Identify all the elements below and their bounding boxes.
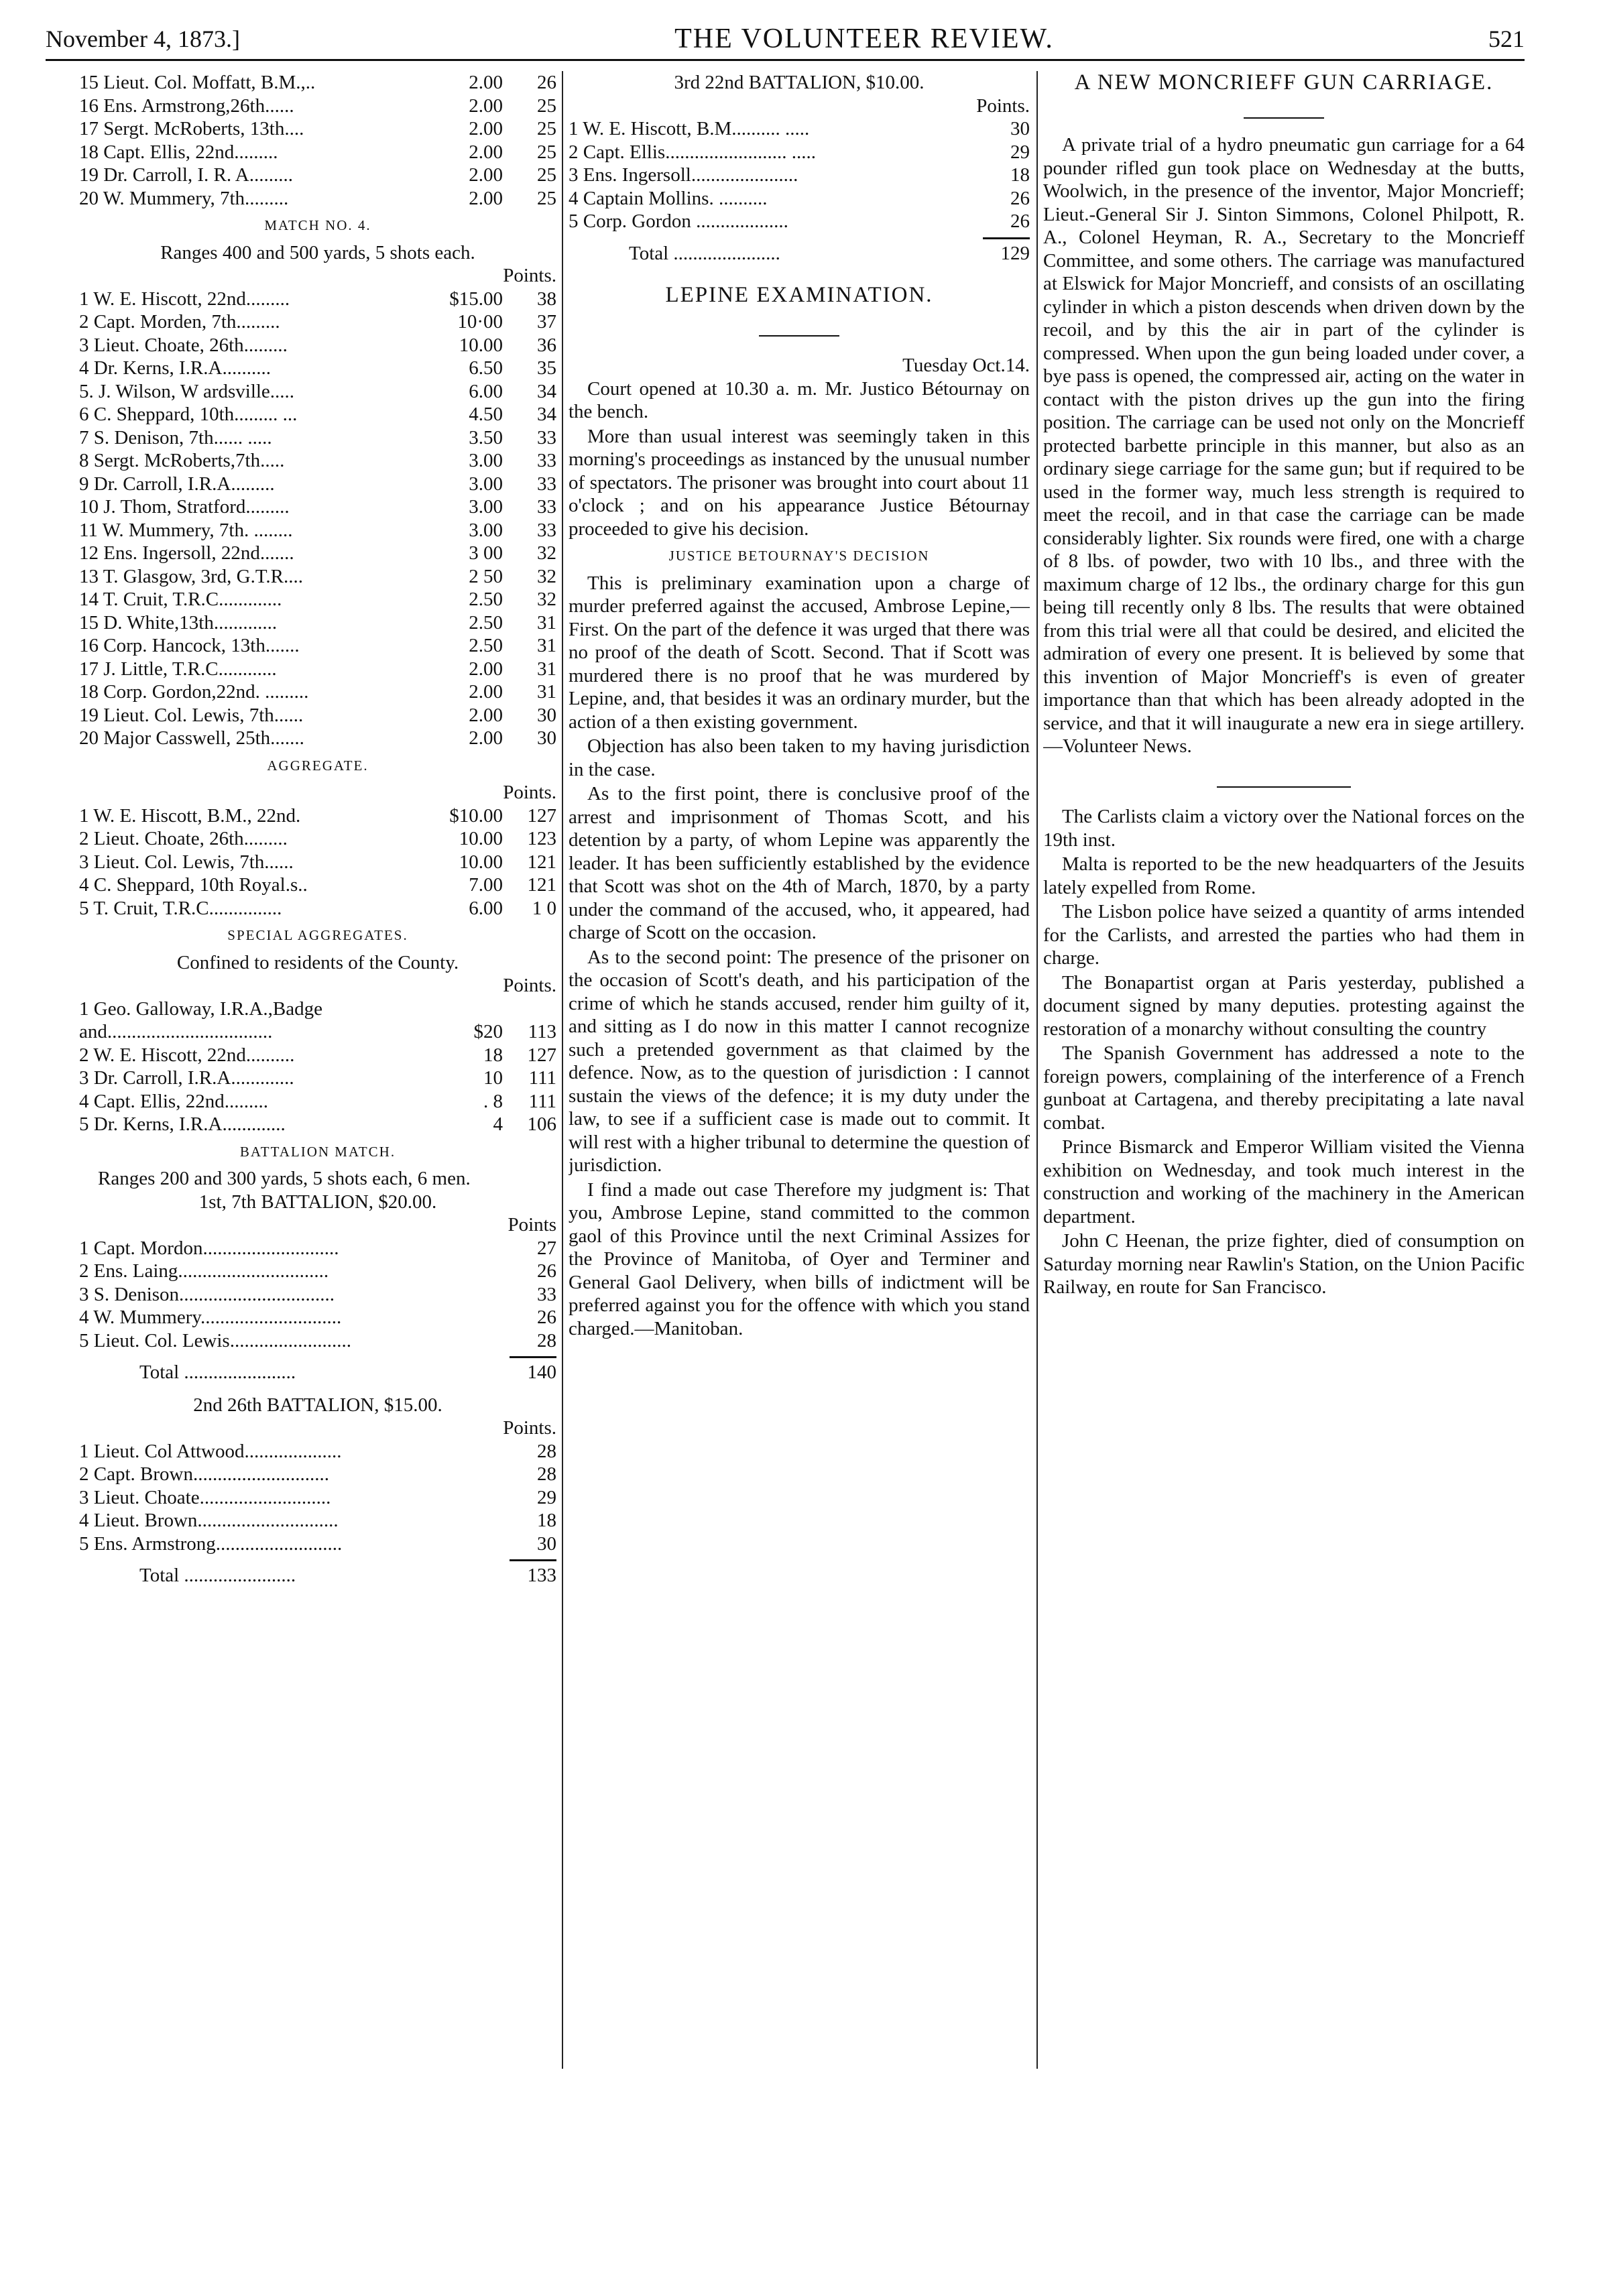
result-row bbox=[79, 117, 556, 141]
column-1 bbox=[79, 71, 556, 2082]
battalion-1-points-label: Points bbox=[508, 1214, 556, 1235]
competitor-name: 15 D. White,13th............. bbox=[79, 611, 278, 633]
result-row bbox=[79, 495, 556, 519]
points-value: 30 bbox=[537, 704, 556, 726]
points-value: 33 bbox=[537, 473, 556, 495]
competitor-name: 16 Ens. Armstrong,26th...... bbox=[79, 95, 294, 117]
points-value: 111 bbox=[528, 1067, 556, 1089]
prize-amount: 2.00 bbox=[469, 187, 503, 209]
article-body bbox=[569, 377, 1030, 541]
result-row bbox=[569, 164, 1030, 187]
competitor-name: 13 T. Glasgow, 3rd, G.T.R.... bbox=[79, 565, 304, 587]
match4-points-label: Points. bbox=[503, 265, 556, 286]
prize-amount: 3.00 bbox=[469, 496, 503, 518]
aggregate-points-label: Points. bbox=[503, 782, 556, 803]
competitor-name: 14 T. Cruit, T.R.C............. bbox=[79, 589, 282, 610]
points-value: 35 bbox=[537, 357, 556, 379]
points-value: 33 bbox=[537, 496, 556, 518]
paragraph: A private trial of a hydro pneumatic gun carriage for a 64 pounder rifled gun took place on Wednesday at the butts, Woolwich, in the presence of the inventor, Major Moncrieff; Lieut.-General Sir J. Sinton Simmons, Colonel Philpott, R. A., Colonel Heyman, R. A., Secretary to the Moncrieff Committee, and some others. The carriage was manufactured at Elswick for Major Moncrieff, and consists of an oscillating cylinder in which a piston descends when driven down by the recoil, and by this the air in part of the cylinder is compressed. When upon the gun being loaded under cover, a bye pass is opened, the compressed air, acting on the water in contact with the piston drives up the gun into the firing position. The carriage can be used not only on the Moncrieff protected barbette principle in this manner, but also as an ordinary siege carriage for the same gun; but if required to be used in the former way, much less strength is required to meet the recoil, and in that case the carriage can be made considerably lighter. Six rounds were fired, one with a charge of 8 lbs. of powder, two with 10 lbs., and three with the maximum charge of 12 lbs., the ordinary charge for this gun being till recently only 8 lbs. The results that were obtained from this trial were all that could be desired, and elicited the admiration of every one present. It is believed by some that this invention of Major Moncrieff's is even of greater importance than that which has been already adopted in the service, and that it will inaugurate a new era in siege artillery.—Volunteer News. bbox=[1043, 134, 1525, 757]
prize-amount: 10·00 bbox=[457, 311, 503, 333]
points-value: 26 bbox=[1010, 187, 1030, 209]
total-rule bbox=[510, 1559, 556, 1561]
competitor-name: 18 Capt. Ellis, 22nd......... bbox=[79, 141, 278, 163]
result-row bbox=[79, 542, 556, 565]
competitor-name: 7 S. Denison, 7th...... ..... bbox=[79, 426, 272, 448]
competitor-name: and.................................. bbox=[79, 1021, 273, 1042]
prize-amount: $10.00 bbox=[449, 804, 503, 827]
battalion-match-heading: BATTALION MATCH. bbox=[239, 1143, 396, 1160]
aggregate-results bbox=[79, 804, 556, 920]
result-row bbox=[79, 288, 556, 311]
article-body bbox=[1043, 133, 1525, 758]
competitor-name: 20 Major Casswell, 25th....... bbox=[79, 727, 304, 749]
header-date: November 4, 1873.] bbox=[46, 25, 240, 52]
competitor-name: 9 Dr. Carroll, I.R.A......... bbox=[79, 473, 275, 495]
competitor-name: 4 Lieut. Brown............................. bbox=[79, 1510, 339, 1531]
competitor-name: 10 J. Thom, Stratford......... bbox=[79, 496, 290, 518]
battalion-2-points-label: Points. bbox=[503, 1417, 556, 1439]
prize-amount: 2.00 bbox=[469, 727, 503, 749]
competitor-name: 2 Capt. Morden, 7th......... bbox=[79, 311, 280, 333]
result-row bbox=[79, 141, 556, 164]
competitor-name: 2 W. E. Hiscott, 22nd.......... bbox=[79, 1044, 295, 1066]
result-row bbox=[79, 1283, 556, 1307]
competitor-name: 2 Ens. Laing............................... bbox=[79, 1260, 329, 1282]
paragraph: This is preliminary examination upon a charge of murder preferred against the accused, Ambrose Lepine,—First. On the part of the defence it was urged that there was no proof of the death of Scott. Second. That if Scott was murdered there is no proof that he was murdered by Lepine, and, that besides it was an ordinary murder, but the action of a then existing government. bbox=[569, 572, 1030, 733]
competitor-name: 1 Geo. Galloway, I.R.A.,Badge bbox=[79, 998, 322, 1020]
competitor-name: 3 Lieut. Col. Lewis, 7th...... bbox=[79, 851, 294, 873]
result-row bbox=[79, 519, 556, 542]
paragraph: Malta is reported to be the new headquarters of the Jesuits lately expelled from Rome. bbox=[1043, 853, 1525, 898]
prize-amount: 2.00 bbox=[469, 118, 503, 139]
competitor-name: 5 Lieut. Col. Lewis......................... bbox=[79, 1329, 351, 1351]
prize-amount: $15.00 bbox=[449, 288, 503, 310]
prize-amount: 2.00 bbox=[469, 164, 503, 186]
points-value: 34 bbox=[537, 404, 556, 425]
result-row bbox=[79, 998, 556, 1021]
points-value: 33 bbox=[537, 450, 556, 471]
prize-amount: 2.00 bbox=[469, 72, 503, 93]
article-dateline: Tuesday Oct.14. bbox=[902, 355, 1030, 376]
competitor-name: 8 Sergt. McRoberts,7th..... bbox=[79, 450, 285, 471]
points-value: 121 bbox=[527, 851, 556, 873]
points-value: 28 bbox=[537, 1329, 556, 1351]
competitor-name: 2 Capt. Brown............................ bbox=[79, 1463, 329, 1485]
result-row bbox=[79, 449, 556, 473]
prize-amount: 10.00 bbox=[459, 851, 503, 873]
competitor-name: 4 W. Mummery............................. bbox=[79, 1307, 342, 1328]
competitor-name: 4 Captain Mollins. .......... bbox=[569, 187, 768, 209]
news-briefs bbox=[1043, 805, 1525, 1299]
prize-amount: 3 00 bbox=[469, 542, 503, 564]
paragraph: As to the first point, there is conclusive proof of the arrest and imprisonment of Thomas Scott, and his detention by a party, of whom Lepine was apparently the leader. It has been sufficiently established by the evidence that Scott was shot on the 4th of March, 1870, by a party under the command of the accused, who, it appeared, had charge of Scott on the occasion. bbox=[569, 783, 1030, 943]
special-confined: Confined to residents of the County. bbox=[176, 951, 459, 973]
prize-amount: 10.00 bbox=[459, 828, 503, 849]
points-value: 32 bbox=[537, 565, 556, 587]
battalion-3-points-label: Points. bbox=[976, 95, 1030, 117]
points-value: 37 bbox=[537, 311, 556, 333]
battalion-3-results bbox=[569, 117, 1030, 233]
result-row bbox=[79, 565, 556, 589]
paragraph: As to the second point: The presence of the prisoner on the occasion of Scott's death, and his participation of the crime of which he stands accused, render him guilty of it, and sitting as I do now in this matter I cannot recognize such a pretended government as that claimed by the defence. Now, as to the question of jurisdiction : I cannot sustain the views of the defence; it is my duty under the law, to see if a sufficient case is made out to commit. It will rest with a higher tribunal to determine the question of jurisdiction. bbox=[569, 946, 1030, 1176]
competitor-name: 5 Corp. Gordon ................... bbox=[569, 210, 788, 232]
prize-amount: 3.00 bbox=[469, 450, 503, 471]
heading-rule bbox=[569, 319, 1030, 343]
points-value: 18 bbox=[537, 1510, 556, 1531]
result-row bbox=[79, 334, 556, 357]
result-row bbox=[79, 658, 556, 681]
points-value: 127 bbox=[527, 1044, 556, 1066]
total-rule bbox=[510, 1356, 556, 1358]
result-row bbox=[79, 804, 556, 828]
points-value: 26 bbox=[537, 1260, 556, 1282]
points-value: 111 bbox=[528, 1090, 556, 1112]
match4-heading: MATCH NO. 4. bbox=[264, 217, 371, 233]
competitor-name: 17 Sergt. McRoberts, 13th.... bbox=[79, 118, 304, 139]
competitor-name: 3 Lieut. Choate........................... bbox=[79, 1486, 331, 1508]
paragraph: More than usual interest was seemingly taken in this morning's proceedings as instanced by the unusual number of spectators. The prisoner was brought into court about 11 o'clock ; and on his appearance Justice Bétournay proceeded to give his decision. bbox=[569, 425, 1030, 540]
prize-amount: 4.50 bbox=[469, 404, 503, 425]
points-value: 121 bbox=[527, 874, 556, 896]
paragraph: The Carlists claim a victory over the National forces on the 19th inst. bbox=[1043, 806, 1525, 851]
column-3 bbox=[1043, 71, 1525, 2082]
competitor-name: 4 Capt. Ellis, 22nd......... bbox=[79, 1090, 268, 1112]
result-row bbox=[569, 117, 1030, 141]
points-value: 32 bbox=[537, 542, 556, 564]
result-row bbox=[79, 827, 556, 851]
points-value: 31 bbox=[537, 681, 556, 703]
points-value: 31 bbox=[537, 611, 556, 633]
result-row bbox=[79, 1486, 556, 1510]
paragraph: The Spanish Government has addressed a note to the foreign powers, complaining of the interference of a French gunboat at Cartagena, and thereby precipitating a late naval combat. bbox=[1043, 1042, 1525, 1134]
paragraph: Court opened at 10.30 a. m. Mr. Justico Bétournay on the bench. bbox=[569, 377, 1030, 422]
ornamental-rule bbox=[1043, 770, 1525, 794]
result-row bbox=[79, 851, 556, 874]
prize-amount: 7.00 bbox=[469, 874, 503, 896]
prize-amount: 18 bbox=[483, 1044, 503, 1066]
points-value: 25 bbox=[537, 141, 556, 163]
result-row bbox=[79, 164, 556, 187]
article-body-decision bbox=[569, 572, 1030, 1341]
points-value: 32 bbox=[537, 589, 556, 610]
competitor-name: 19 Dr. Carroll, I. R. A......... bbox=[79, 164, 293, 186]
competitor-name: 2 Lieut. Choate, 26th......... bbox=[79, 828, 288, 849]
points-value: 31 bbox=[537, 635, 556, 656]
points-value: 27 bbox=[537, 1237, 556, 1259]
points-value: 33 bbox=[537, 426, 556, 448]
prize-amount: 2.50 bbox=[469, 611, 503, 633]
points-value: 127 bbox=[527, 804, 556, 827]
special-heading: SPECIAL AGGREGATES. bbox=[227, 927, 408, 943]
prize-amount: 2.00 bbox=[469, 658, 503, 680]
competitor-name: 16 Corp. Hancock, 13th....... bbox=[79, 635, 300, 656]
result-row bbox=[569, 141, 1030, 164]
points-value: 33 bbox=[537, 519, 556, 541]
points-value: 25 bbox=[537, 118, 556, 139]
column-rule bbox=[1036, 71, 1038, 2069]
result-row bbox=[569, 187, 1030, 210]
result-row bbox=[79, 897, 556, 920]
competitor-name: 17 J. Little, T.R.C............ bbox=[79, 658, 277, 680]
competitor-name: 5 Ens. Armstrong.......................... bbox=[79, 1532, 343, 1555]
points-value: 25 bbox=[537, 187, 556, 209]
competitor-name: 1 Capt. Mordon............................ bbox=[79, 1237, 339, 1259]
prize-amount: 2.00 bbox=[469, 141, 503, 163]
competitor-name: 4 C. Sheppard, 10th Royal.s.. bbox=[79, 874, 308, 896]
paragraph: Prince Bismarck and Emperor William visited the Vienna exhibition on Wednesday, and took much interest in the construction and working of the machinery in the American department. bbox=[1043, 1136, 1525, 1227]
competitor-name: 19 Lieut. Col. Lewis, 7th...... bbox=[79, 704, 304, 726]
paragraph: The Lisbon police have seized a quantity of arms intended for the Carlists, and arrested the parties who had them in charge. bbox=[1043, 901, 1525, 969]
result-row bbox=[79, 1020, 556, 1044]
result-row bbox=[79, 704, 556, 727]
battalion-2-results bbox=[79, 1440, 556, 1556]
battalion-1-heading: 1st, 7th BATTALION, $20.00. bbox=[198, 1191, 437, 1213]
prize-amount: 2.50 bbox=[469, 589, 503, 610]
result-row bbox=[79, 357, 556, 380]
result-row bbox=[79, 380, 556, 404]
points-value: 28 bbox=[537, 1463, 556, 1485]
paragraph: The Bonapartist organ at Paris yesterday, published a document signed by many deputies. protesting against the restoration of a monarchy without consulting the country bbox=[1043, 971, 1525, 1040]
competitor-name: 1 W. E. Hiscott, B.M., 22nd. bbox=[79, 804, 301, 827]
competitor-name: 20 W. Mummery, 7th......... bbox=[79, 187, 289, 209]
battalion-1-total: Total ....................... 140 bbox=[139, 1362, 556, 1383]
result-row bbox=[79, 1260, 556, 1283]
heading-rule bbox=[1043, 101, 1525, 125]
result-row bbox=[79, 1067, 556, 1090]
points-value: 106 bbox=[527, 1113, 556, 1135]
prize-amount: 4 bbox=[493, 1113, 503, 1135]
prize-amount: 3.50 bbox=[469, 426, 503, 448]
points-value: 33 bbox=[537, 1283, 556, 1305]
result-row bbox=[79, 611, 556, 635]
result-row bbox=[79, 95, 556, 118]
header-page-number: 521 bbox=[1488, 25, 1525, 52]
competitor-name: 3 Lieut. Choate, 26th......... bbox=[79, 334, 288, 356]
result-row bbox=[79, 1463, 556, 1486]
result-row bbox=[79, 473, 556, 496]
result-row bbox=[79, 426, 556, 450]
points-value: 26 bbox=[537, 72, 556, 93]
points-value: 29 bbox=[1010, 141, 1030, 163]
competitor-name: 3 S. Denison................................ bbox=[79, 1283, 335, 1305]
prize-amount: 3.00 bbox=[469, 473, 503, 495]
total-rule bbox=[983, 237, 1030, 239]
column-2 bbox=[569, 71, 1030, 2082]
competitor-name: 5. J. Wilson, W ardsville..... bbox=[79, 380, 295, 402]
prize-amount: 2.00 bbox=[469, 704, 503, 726]
points-value: 30 bbox=[537, 1532, 556, 1555]
prize-amount: 2.00 bbox=[469, 681, 503, 703]
result-row bbox=[79, 680, 556, 704]
points-value: 31 bbox=[537, 658, 556, 680]
result-row bbox=[79, 634, 556, 658]
prize-amount: . 8 bbox=[483, 1090, 503, 1112]
points-value: 36 bbox=[537, 334, 556, 356]
competitor-name: 3 Ens. Ingersoll...................... bbox=[569, 164, 798, 186]
result-row bbox=[79, 1329, 556, 1353]
result-row bbox=[569, 210, 1030, 233]
competitor-name: 4 Dr. Kerns, I.R.A.......... bbox=[79, 357, 271, 379]
match3-results bbox=[79, 71, 556, 210]
battalion-1-results bbox=[79, 1237, 556, 1353]
competitor-name: 3 Dr. Carroll, I.R.A............. bbox=[79, 1067, 294, 1089]
points-value: 18 bbox=[1010, 164, 1030, 186]
competitor-name: 1 W. E. Hiscott, 22nd......... bbox=[79, 288, 290, 310]
prize-amount: $20 bbox=[473, 1021, 503, 1042]
points-value: 1 0 bbox=[532, 897, 556, 919]
result-row bbox=[79, 1532, 556, 1556]
competitor-name: 2 Capt. Ellis......................... ..... bbox=[569, 141, 816, 163]
result-row bbox=[79, 403, 556, 426]
result-row bbox=[79, 71, 556, 95]
match4-results bbox=[79, 288, 556, 750]
paragraph: Objection has also been taken to my having jurisdiction in the case. bbox=[569, 735, 1030, 780]
special-results bbox=[79, 998, 556, 1136]
header-title: THE VOLUNTEER REVIEW. bbox=[674, 23, 1054, 54]
prize-amount: 10 bbox=[483, 1067, 503, 1089]
battalion-3-heading: 3rd 22nd BATTALION, $10.00. bbox=[674, 72, 925, 93]
competitor-name: 12 Ens. Ingersoll, 22nd....... bbox=[79, 542, 294, 564]
competitor-name: 15 Lieut. Col. Moffatt, B.M.,.. bbox=[79, 72, 316, 93]
competitor-name: 18 Corp. Gordon,22nd. ......... bbox=[79, 681, 309, 703]
prize-amount: 2 50 bbox=[469, 565, 503, 587]
article-heading: A NEW MONCRIEFF GUN CARRIAGE. bbox=[1074, 71, 1494, 95]
points-value: 30 bbox=[1010, 118, 1030, 139]
column-rule bbox=[562, 71, 563, 2069]
battalion-match-ranges: Ranges 200 and 300 yards, 5 shots each, 6 men. bbox=[98, 1168, 471, 1189]
result-row bbox=[79, 1306, 556, 1329]
result-row bbox=[79, 1113, 556, 1136]
competitor-name: 11 W. Mummery, 7th. ........ bbox=[79, 519, 293, 541]
points-value: 29 bbox=[537, 1486, 556, 1508]
battalion-2-heading: 2nd 26th BATTALION, $15.00. bbox=[193, 1394, 442, 1416]
prize-amount: 6.00 bbox=[469, 897, 503, 919]
result-row bbox=[79, 1440, 556, 1463]
points-value: 30 bbox=[537, 727, 556, 749]
paragraph: I find a made out case Therefore my judgment is: That you, Ambrose Lepine, stand committed to the common gaol of this Province until the next Criminal Assizes for the Province of Manitoba, of Oyer and Terminer and General Gaol Delivery, when bills of indictment will be preferred against you for the offence with which you stand charged.—Manitoban. bbox=[569, 1179, 1030, 1339]
prize-amount: 10.00 bbox=[459, 334, 503, 356]
prize-amount: 3.00 bbox=[469, 519, 503, 541]
article-heading: LEPINE EXAMINATION. bbox=[665, 283, 933, 307]
page-header bbox=[46, 19, 1525, 61]
article-subheading: JUSTICE BETOURNAY'S DECISION bbox=[668, 548, 930, 564]
result-row bbox=[79, 727, 556, 750]
competitor-name: 5 T. Cruit, T.R.C............... bbox=[79, 897, 282, 919]
points-value: 26 bbox=[537, 1307, 556, 1328]
competitor-name: 5 Dr. Kerns, I.R.A............. bbox=[79, 1113, 286, 1135]
points-value: 38 bbox=[537, 288, 556, 310]
result-row bbox=[79, 1509, 556, 1532]
points-value: 113 bbox=[528, 1021, 556, 1042]
result-row bbox=[79, 873, 556, 897]
result-row bbox=[79, 310, 556, 334]
result-row bbox=[79, 187, 556, 210]
result-row bbox=[79, 1237, 556, 1260]
points-value: 123 bbox=[527, 828, 556, 849]
special-points-label: Points. bbox=[503, 975, 556, 996]
result-row bbox=[79, 1090, 556, 1113]
battalion-2-total: Total ....................... 133 bbox=[139, 1565, 556, 1586]
competitor-name: 1 W. E. Hiscott, B.M.......... ..... bbox=[569, 118, 810, 139]
match4-ranges: Ranges 400 and 500 yards, 5 shots each. bbox=[160, 241, 475, 263]
competitor-name: 1 Lieut. Col Attwood.................... bbox=[79, 1440, 342, 1462]
points-value: 25 bbox=[537, 95, 556, 117]
points-value: 26 bbox=[1010, 210, 1030, 232]
result-row bbox=[79, 588, 556, 611]
prize-amount: 2.00 bbox=[469, 95, 503, 117]
points-value: 28 bbox=[537, 1440, 556, 1462]
prize-amount: 6.00 bbox=[469, 380, 503, 402]
aggregate-heading: AGGREGATE. bbox=[267, 757, 369, 774]
points-value: 25 bbox=[537, 164, 556, 186]
battalion-3-total: Total ...................... 129 bbox=[629, 242, 1030, 264]
competitor-name: 6 C. Sheppard, 10th......... ... bbox=[79, 404, 298, 425]
prize-amount: 2.50 bbox=[469, 635, 503, 656]
paragraph: John C Heenan, the prize fighter, died of consumption on Saturday morning near Rawlin's Station, on the Union Pacific Railway, en route for San Francisco. bbox=[1043, 1230, 1525, 1298]
result-row bbox=[79, 1044, 556, 1067]
points-value: 34 bbox=[537, 380, 556, 402]
prize-amount: 6.50 bbox=[469, 357, 503, 379]
